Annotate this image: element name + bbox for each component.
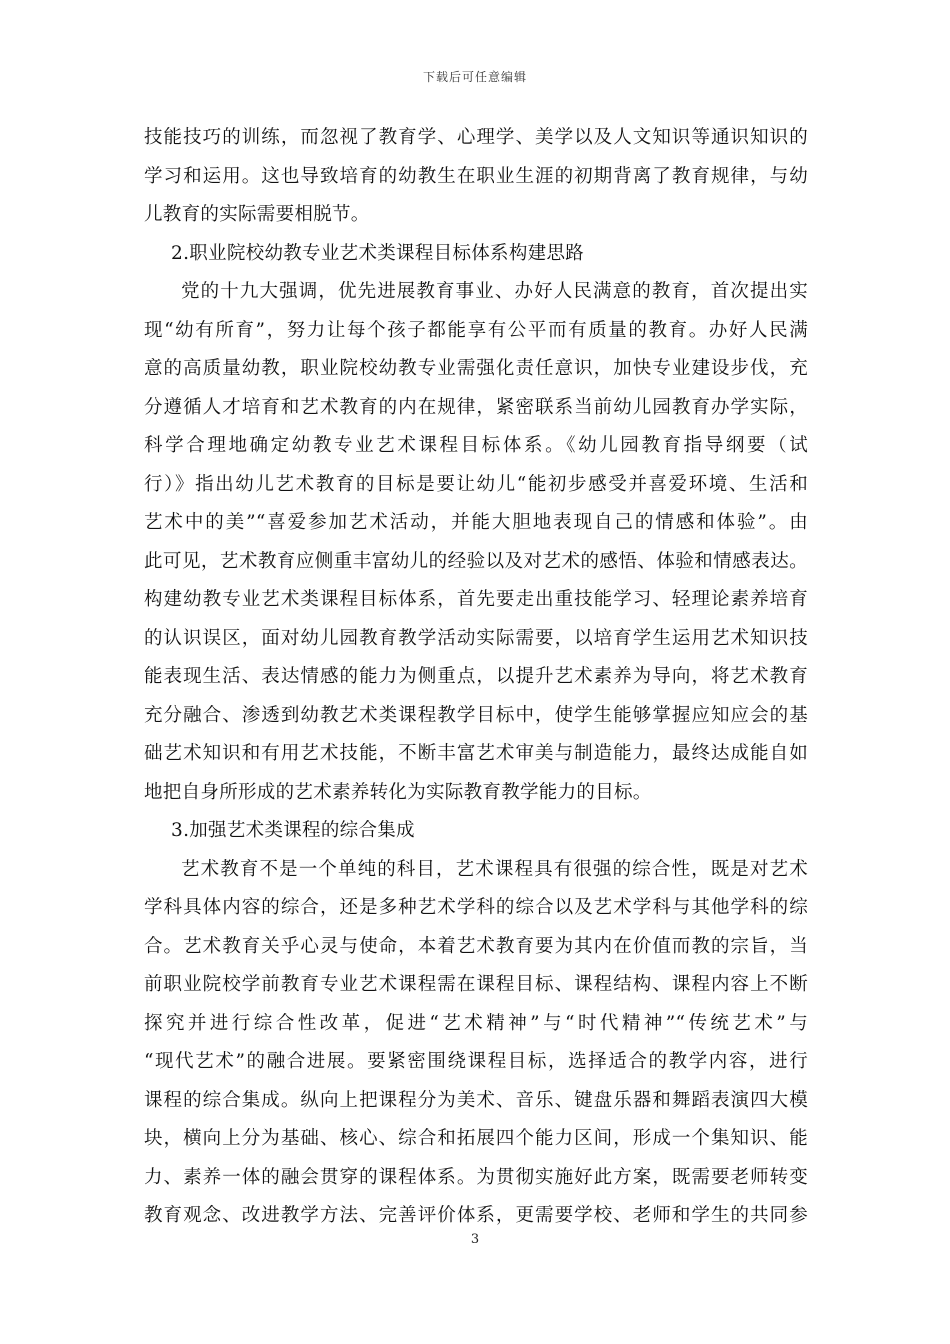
paragraph-line: 艺术中的美”“喜爱参加艺术活动，并能大胆地表现自己的情感和体验”。由 [144, 512, 808, 533]
paragraph-line: 党的十九大强调，优先进展教育事业、办好人民满意的教育，首次提出实 [181, 281, 808, 302]
page-header: 下载后可任意编辑 [422, 70, 527, 84]
paragraph-line: 学习和运用。这也导致培育的幼教生在职业生涯的初期背离了教育规律，与幼 [144, 165, 808, 187]
paragraph-line: 块，横向上分为基础、核心、综合和拓展四个能力区间，形成一个集知识、能 [144, 1128, 808, 1149]
paragraph-line: 此可见，艺术教育应侧重丰富幼儿的经验以及对艺术的感悟、体验和情感表达。 [144, 550, 808, 572]
paragraph-line: 艺术教育不是一个单纯的科目，艺术课程具有很强的综合性，既是对艺术 [181, 858, 808, 880]
paragraph-line: 地把自身所形成的艺术素养转化为实际教育教学能力的目标。 [144, 781, 652, 803]
paragraph-line: 教育观念、改进教学方法、完善评价体系，更需要学校、老师和学生的共同参 [144, 1205, 808, 1226]
paragraph-line: “现代艺术”的融合进展。要紧密围绕课程目标，选择适合的教学内容，进行 [144, 1051, 808, 1072]
paragraph-line: 儿教育的实际需要相脱节。 [144, 204, 370, 225]
section-heading: 3.加强艺术类课程的综合集成 [171, 820, 415, 841]
section-heading: 2.职业院校幼教专业艺术类课程目标体系构建思路 [171, 242, 585, 264]
document-body [144, 119, 808, 1236]
page-number: 3 [470, 1232, 480, 1247]
paragraph-line: 分遵循人才培育和艺术教育的内在规律，紧密联系当前幼儿园教育办学实际， [144, 396, 808, 418]
paragraph-line: 学科具体内容的综合，还是多种艺术学科的综合以及艺术学科与其他学科的综 [144, 897, 808, 918]
paragraph-line: 构建幼教专业艺术类课程目标体系，首先要走出重技能学习、轻理论素养培育 [144, 589, 808, 610]
paragraph-line: 力、素养一体的融会贯穿的课程体系。为贯彻实施好此方案，既需要老师转变 [144, 1166, 808, 1188]
paragraph-line: 行）》指出幼儿艺术教育的目标是要让幼儿“能初步感受并喜爱环境、生活和 [144, 473, 808, 495]
paragraph-line: 科学合理地确定幼教专业艺术课程目标体系。《幼儿园教育指导纲要（试 [144, 435, 808, 456]
paragraph-line: 课程的综合集成。纵向上把课程分为美术、音乐、键盘乐器和舞蹈表演四大模 [144, 1089, 808, 1111]
paragraph-line: 合。艺术教育关乎心灵与使命，本着艺术教育要为其内在价值而教的宗旨，当 [144, 935, 808, 957]
paragraph-line: 础艺术知识和有用艺术技能，不断丰富艺术审美与制造能力，最终达成能自如 [144, 743, 808, 764]
paragraph-line: 的认识误区，面对幼儿园教育教学活动实际需要，以培育学生运用艺术知识技 [144, 627, 808, 649]
paragraph-line: 充分融合、渗透到幼教艺术类课程教学目标中，使学生能够掌握应知应会的基 [144, 704, 808, 726]
paragraph-line: 能表现生活、表达情感的能力为侧重点，以提升艺术素养为导向，将艺术教育 [144, 666, 808, 687]
paragraph-line: 现“幼有所育”，努力让每个孩子都能享有公平而有质量的教育。办好人民满 [144, 319, 808, 341]
paragraph-line: 前职业院校学前教育专业艺术课程需在课程目标、课程结构、课程内容上不断 [144, 974, 808, 995]
paragraph-line: 探究并进行综合性改革，促进“艺术精神”与“时代精神”“传统艺术”与 [144, 1012, 808, 1034]
paragraph-line: 技能技巧的训练，而忽视了教育学、心理学、美学以及人文知识等通识知识的 [144, 127, 808, 148]
paragraph-line: 意的高质量幼教，职业院校幼教专业需强化责任意识，加快专业建设步伐，充 [144, 358, 808, 379]
